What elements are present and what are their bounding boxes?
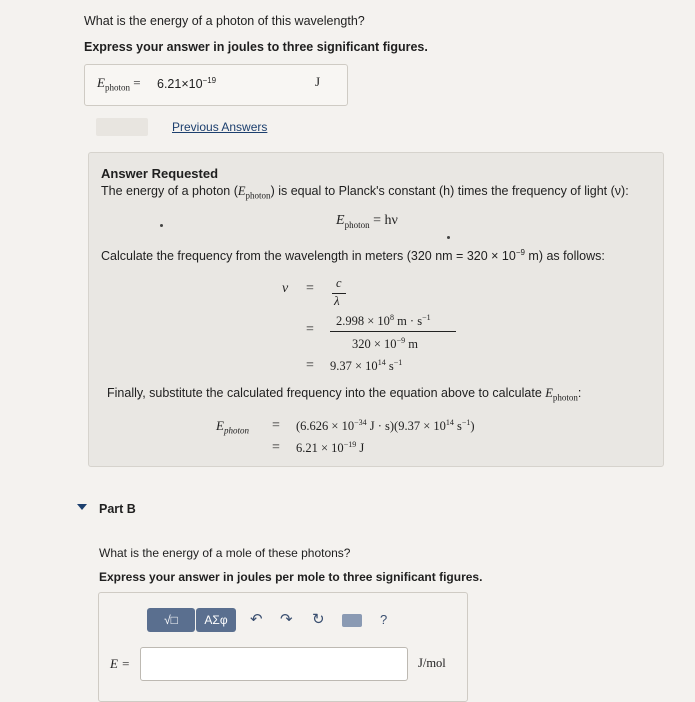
photon-energy-equation: $E_{photon} = h\nu$	[336, 213, 398, 230]
unit-label: J/mol	[418, 656, 446, 670]
help-button[interactable]: ?	[380, 612, 388, 627]
answer-requested-title: Answer Requested	[101, 166, 219, 181]
answer-input[interactable]	[140, 647, 408, 681]
frequency-intro: Calculate the frequency from the wavelength in meters (320 nm = $320 \times 10^{-9}$ m) as follows:	[101, 248, 605, 264]
equals-sign: =	[306, 358, 314, 373]
e-variable-label: E =	[110, 656, 130, 671]
frequency-result: $9.37 \times 10^{14}$ $s^{-1}$	[330, 358, 403, 374]
e-photon-label: $E_{photon}$	[216, 418, 249, 436]
question-instruction: Express your answer in joules to three significant figures.	[84, 40, 428, 54]
speck	[447, 236, 450, 239]
submitted-answer-box	[84, 64, 348, 106]
collapse-caret-icon[interactable]	[77, 504, 87, 510]
redo-icon[interactable]: ↷	[280, 611, 293, 628]
answer-value: $6.21\times 10^{-19}$	[157, 76, 217, 92]
keyboard-icon[interactable]	[342, 614, 362, 627]
part-b-instruction: Express your answer in joules per mole to three significant figures.	[99, 570, 483, 584]
equals-sign: =	[272, 440, 280, 455]
speck	[160, 224, 163, 227]
reset-icon[interactable]: ↻	[312, 611, 325, 628]
previous-answers-link[interactable]: Previous Answers	[172, 120, 268, 134]
greek-symbols-button[interactable]: ΑΣφ	[196, 608, 236, 632]
c-numerator: c	[336, 276, 342, 290]
energy-substitution: ($6.626 \times 10^{-34}$ $J \cdot s)(9.37 \times 10^{14}$ $s^{-1}$)	[296, 418, 475, 434]
energy-result: $6.21 \times 10^{-19}$ J	[296, 440, 365, 456]
templates-button[interactable]: √□	[147, 608, 195, 632]
fraction-bar	[330, 331, 456, 332]
lambda-denominator: λ	[334, 293, 340, 308]
question-prompt: What is the energy of a photon of this wavelength?	[84, 14, 365, 28]
answer-label: $E_{photon}$ =	[97, 75, 141, 93]
part-b-title[interactable]: Part B	[99, 502, 136, 516]
equals-sign: =	[306, 281, 314, 296]
answer-unit: J	[315, 74, 321, 89]
part-b-prompt: What is the energy of a mole of these photons?	[99, 546, 351, 560]
equals-sign: =	[306, 322, 314, 337]
denominator-value: $320 \times 10^{-9}$ m	[352, 336, 418, 352]
final-intro: Finally, substitute the calculated frequency into the equation above to calculate $E_{photon}$:	[107, 386, 582, 403]
undo-icon[interactable]: ↶	[250, 611, 263, 628]
equals-sign: =	[272, 418, 280, 433]
explanation-line: The energy of a photon $(E_{photon})$ is equal to Planck's constant (h) times the frequency of light (ν):	[101, 184, 629, 201]
numerator-value: $2.998 \times 10^8$ $m \cdot s^{-1}$	[336, 313, 431, 329]
nu-symbol: ν	[282, 281, 289, 296]
submit-button-ghost[interactable]	[96, 118, 148, 136]
